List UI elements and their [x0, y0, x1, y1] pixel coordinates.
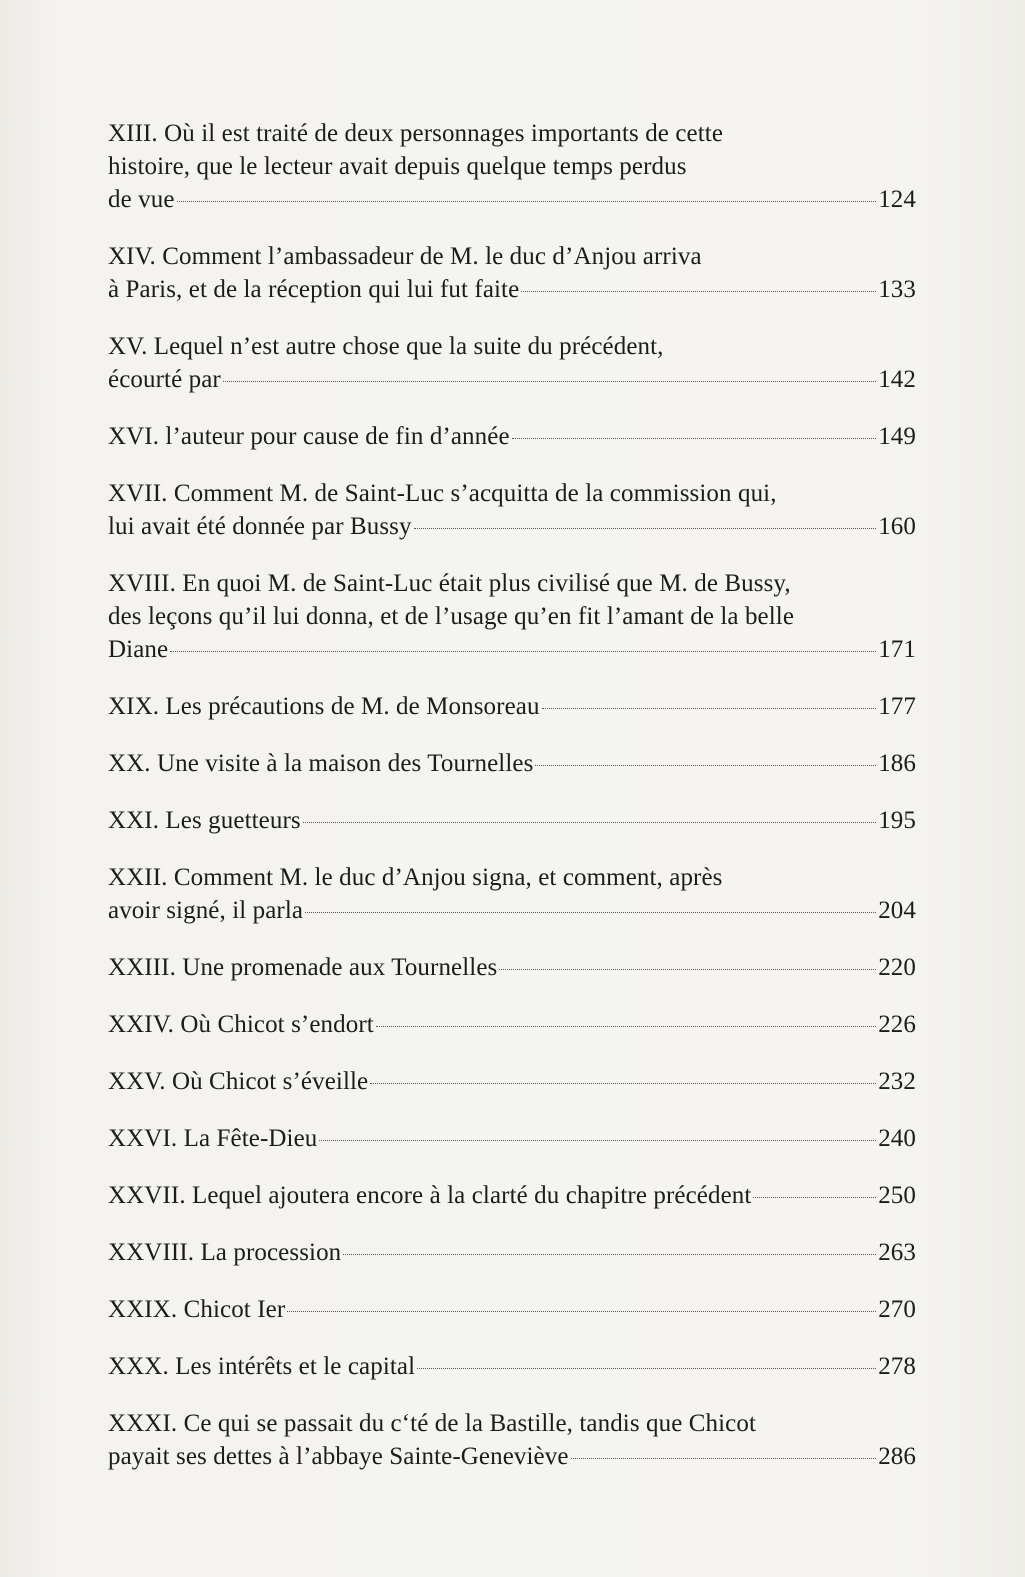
toc-entry — [108, 240, 916, 306]
toc-entry-title-end: XXVIII. La procession — [108, 1239, 342, 1266]
toc-entry-final-line — [108, 363, 916, 396]
page-number: 160 — [878, 513, 916, 540]
toc-entry — [108, 1350, 916, 1383]
toc-entry — [108, 1065, 916, 1098]
dot-leader — [370, 1083, 876, 1084]
toc-entry — [108, 804, 916, 837]
page-number: 278 — [878, 1353, 916, 1380]
toc-entry-title-end: XXX. Les intérêts et le capital — [108, 1353, 416, 1380]
dot-leader — [170, 651, 876, 652]
toc-entry-title-line: des leçons qu’il lui donna, et de l’usage qu’en fit l’amant de la belle — [108, 603, 795, 630]
toc-entry-final-line — [108, 747, 916, 780]
page-number: 204 — [878, 897, 916, 924]
toc-entry-final-line — [108, 183, 916, 216]
dot-leader — [305, 912, 876, 913]
toc-entry-title-line: XV. Lequel n’est autre chose que la suite du précédent, — [108, 333, 664, 360]
toc-entry-title-line: XIV. Comment l’ambassadeur de M. le duc d’Anjou arriva — [108, 243, 702, 270]
page-number: 171 — [878, 636, 916, 663]
page-number: 133 — [878, 276, 916, 303]
page-number: 149 — [878, 423, 916, 450]
toc-entry-title-end: XXVII. Lequel ajoutera encore à la clarté du chapitre précédent — [108, 1182, 752, 1209]
toc-entry-title-end: Diane — [108, 636, 169, 663]
page-number: 220 — [878, 954, 916, 981]
dot-leader — [521, 291, 876, 292]
toc-entry-final-line — [108, 633, 916, 666]
dot-leader — [303, 822, 876, 823]
toc-entry — [108, 1179, 916, 1212]
dot-leader — [319, 1140, 876, 1141]
toc-entry-final-line — [108, 1293, 916, 1326]
toc-entry-final-line — [108, 273, 916, 306]
toc-entry-final-line — [108, 1179, 916, 1212]
toc-entry-final-line — [108, 420, 916, 453]
toc-entry-title-line: XVII. Comment M. de Saint-Luc s’acquitta de la commission qui, — [108, 480, 777, 507]
dot-leader — [499, 969, 876, 970]
toc-entry-final-line — [108, 1008, 916, 1041]
page-number: 286 — [878, 1443, 916, 1470]
toc-entry — [108, 690, 916, 723]
toc-entry — [108, 117, 916, 216]
dot-leader — [343, 1254, 876, 1255]
page-number: 195 — [878, 807, 916, 834]
toc-entry-final-line — [108, 951, 916, 984]
page-number: 232 — [878, 1068, 916, 1095]
toc-entry-title-line: XVIII. En quoi M. de Saint-Luc était plus civilisé que M. de Bussy, — [108, 570, 791, 597]
dot-leader — [417, 1368, 876, 1369]
page-number: 250 — [878, 1182, 916, 1209]
toc-entry-title-end: XXIV. Où Chicot s’endort — [108, 1011, 374, 1038]
toc-entry — [108, 1122, 916, 1155]
dot-leader — [535, 765, 876, 766]
dot-leader — [542, 708, 877, 709]
page-number: 177 — [878, 693, 916, 720]
page-number: 226 — [878, 1011, 916, 1038]
toc-entry — [108, 747, 916, 780]
toc-entry-final-line — [108, 1236, 916, 1269]
table-of-contents — [108, 117, 916, 1497]
toc-entry-final-line — [108, 894, 916, 927]
dot-leader — [571, 1458, 877, 1459]
toc-entry-title-end: de vue — [108, 186, 175, 213]
toc-entry-title-end: XX. Une visite à la maison des Tournelles — [108, 750, 534, 777]
toc-entry-title-end: XXI. Les guetteurs — [108, 807, 301, 834]
toc-entry-final-line — [108, 510, 916, 543]
toc-entry-title-end: XIX. Les précautions de M. de Monsoreau — [108, 693, 540, 720]
dot-leader — [376, 1026, 876, 1027]
toc-entry — [108, 1407, 916, 1473]
toc-entry-title-end: XXIII. Une promenade aux Tournelles — [108, 954, 498, 981]
dot-leader — [287, 1311, 876, 1312]
dot-leader — [753, 1197, 876, 1198]
toc-entry-title-end: XXIX. Chicot Ier — [108, 1296, 286, 1323]
toc-entry — [108, 567, 916, 666]
toc-entry — [108, 477, 916, 543]
toc-entry-title-line: XIII. Où il est traité de deux personnages importants de cette — [108, 120, 724, 147]
page-number: 240 — [878, 1125, 916, 1152]
page-number: 263 — [878, 1239, 916, 1266]
toc-entry — [108, 330, 916, 396]
toc-entry-title-line: XXXI. Ce qui se passait du c‘té de la Bastille, tandis que Chicot — [108, 1410, 757, 1437]
dot-leader — [512, 438, 877, 439]
toc-entry-title-end: écourté par — [108, 366, 221, 393]
toc-entry-final-line — [108, 1440, 916, 1473]
page-number: 186 — [878, 750, 916, 777]
toc-entry — [108, 1008, 916, 1041]
toc-entry-title-end: à Paris, et de la réception qui lui fut faite — [108, 276, 520, 303]
toc-entry — [108, 951, 916, 984]
toc-entry-title-line: XXII. Comment M. le duc d’Anjou signa, et comment, après — [108, 864, 723, 891]
toc-entry-final-line — [108, 1065, 916, 1098]
toc-entry-final-line — [108, 690, 916, 723]
toc-entry-title-line: histoire, que le lecteur avait depuis quelque temps perdus — [108, 153, 687, 180]
toc-entry — [108, 420, 916, 453]
page-number: 142 — [878, 366, 916, 393]
page-number: 124 — [878, 186, 916, 213]
toc-entry-title-end: XXVI. La Fête-Dieu — [108, 1125, 318, 1152]
toc-entry-title-end: lui avait été donnée par Bussy — [108, 513, 412, 540]
dot-leader — [177, 201, 877, 202]
toc-entry-title-end: XVI. l’auteur pour cause de fin d’année — [108, 423, 510, 450]
toc-entry — [108, 1293, 916, 1326]
toc-entry-title-end: payait ses dettes à l’abbaye Sainte-Geneviève — [108, 1443, 569, 1470]
toc-entry — [108, 861, 916, 927]
toc-entry-title-end: avoir signé, il parla — [108, 897, 304, 924]
toc-entry-title-end: XXV. Où Chicot s’éveille — [108, 1068, 369, 1095]
toc-entry — [108, 1236, 916, 1269]
page-number: 270 — [878, 1296, 916, 1323]
toc-entry-final-line — [108, 1122, 916, 1155]
dot-leader — [414, 528, 877, 529]
dot-leader — [223, 381, 876, 382]
toc-entry-final-line — [108, 804, 916, 837]
toc-entry-final-line — [108, 1350, 916, 1383]
